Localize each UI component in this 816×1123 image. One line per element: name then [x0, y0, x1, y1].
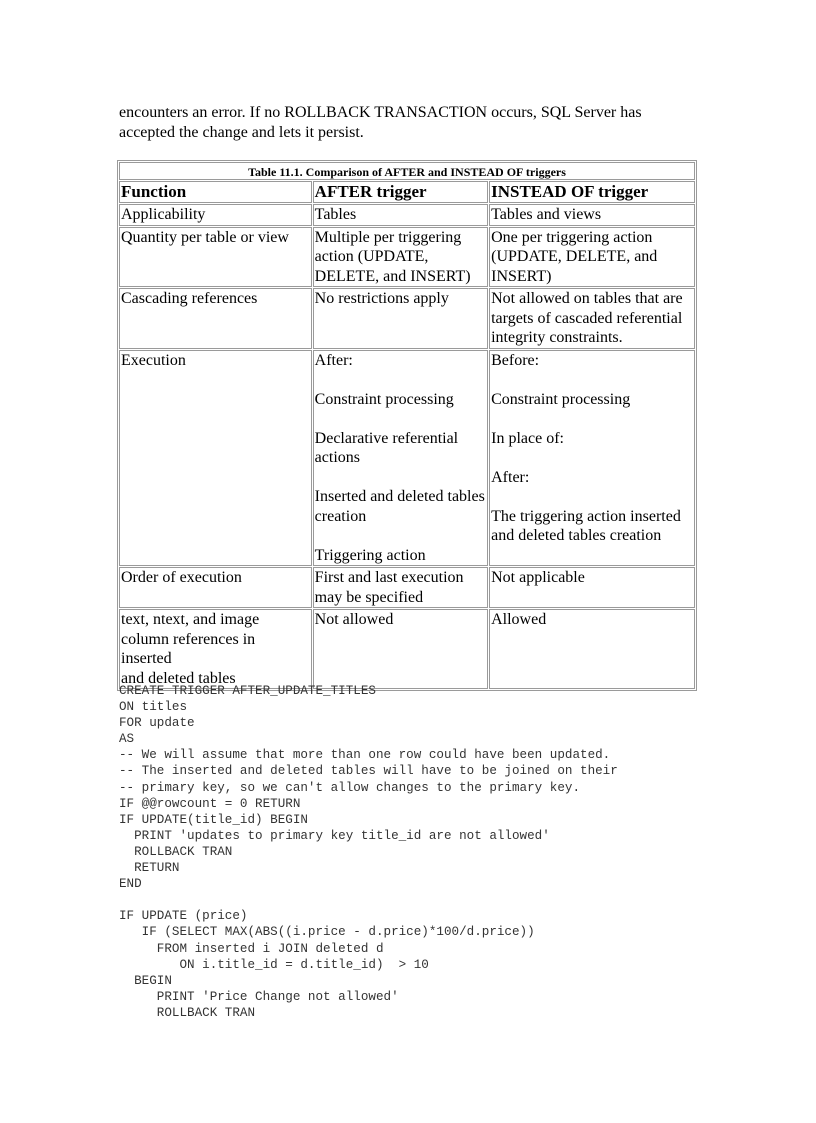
cell-text: Declarative referential: [314, 429, 459, 447]
cell-text: Allowed: [491, 611, 547, 628]
cell-text: Execution: [121, 351, 186, 369]
cell-text: Order of execution: [121, 569, 242, 586]
cell-text: Not applicable: [491, 569, 585, 586]
table-row: [119, 350, 695, 567]
cell-text: Inserted and deleted tables: [314, 488, 485, 505]
cell-instead: [489, 288, 695, 349]
cell-text: Before:: [491, 351, 540, 369]
code-line: RETURN: [119, 861, 180, 876]
cell-text: First and last execution: [314, 569, 464, 586]
cell-text: and deleted tables: [121, 669, 236, 687]
header-function: Function: [119, 181, 312, 203]
code-line: CREATE TRIGGER AFTER_UPDATE_TITLES: [119, 684, 376, 698]
cell-text: After:: [491, 468, 530, 486]
cell-text: Not allowed on tables that are: [491, 290, 683, 307]
cell-text: creation: [314, 507, 367, 525]
table-caption: Table 11.1. Comparison of AFTER and INSTEAD OF triggers: [119, 162, 695, 180]
code-line: -- The inserted and deleted tables will have to be joined on their: [119, 764, 618, 779]
cell-function: [119, 350, 312, 567]
code-line: AS: [119, 732, 135, 747]
cell-text: Not allowed: [314, 611, 394, 628]
cell-instead: [489, 350, 695, 567]
intro-line-2: accepted the change and lets it persist.: [119, 124, 364, 141]
cell-text: Applicability: [121, 206, 206, 223]
cell-after: [313, 609, 488, 689]
cell-text: may be specified: [314, 588, 424, 606]
code-line: IF @@rowcount = 0 RETURN: [119, 796, 301, 811]
cell-text: DELETE, and INSERT): [314, 267, 471, 285]
cell-text: Tables: [314, 206, 357, 223]
cell-text: After:: [314, 351, 353, 369]
cell-text: Multiple per triggering: [314, 228, 462, 246]
table-row: [119, 567, 695, 608]
cell-text: Constraint processing: [491, 390, 631, 408]
table-row: [119, 204, 695, 226]
code-line: IF UPDATE(title_id) BEGIN: [119, 812, 308, 827]
header-after-trigger: AFTER trigger: [313, 181, 488, 203]
cell-function: [119, 567, 312, 608]
cell-text: In place of:: [491, 429, 564, 447]
cell-text: Constraint processing: [314, 390, 454, 408]
header-instead-of-trigger: INSTEAD OF trigger: [489, 181, 695, 203]
intro-paragraph: [119, 103, 719, 143]
cell-text: Triggering action: [314, 546, 426, 564]
cell-after: [313, 350, 488, 567]
cell-instead: [489, 204, 695, 226]
cell-instead: [489, 609, 695, 689]
cell-text: Cascading references: [121, 290, 258, 307]
code-line: -- primary key, so we can't allow changes to the primary key.: [119, 780, 581, 795]
code-line: PRINT 'updates to primary key title_id are not allowed': [119, 828, 550, 843]
cell-text: Tables and views: [491, 206, 602, 223]
cell-after: [313, 204, 488, 226]
cell-text: text, ntext, and image: [121, 611, 260, 628]
cell-text: The triggering action inserted: [491, 507, 681, 525]
cell-text: One per triggering action: [491, 228, 653, 246]
cell-function: [119, 204, 312, 226]
code-line: IF UPDATE (price): [119, 909, 248, 924]
cell-text: action (UPDATE,: [314, 248, 429, 265]
code-line: ON titles: [119, 700, 188, 715]
code-line: FOR update: [119, 716, 195, 731]
cell-instead: [489, 227, 695, 288]
cell-text: targets of cascaded referential: [491, 309, 683, 327]
code-line: ROLLBACK TRAN: [119, 844, 233, 859]
code-line: IF (SELECT MAX(ABS((i.price - d.price)*100/d.price)): [119, 925, 535, 940]
table-row: [119, 288, 695, 349]
code-line: ON i.title_id = d.title_id) > 10: [119, 957, 429, 972]
table-row: [119, 609, 695, 689]
cell-text: actions: [314, 449, 360, 466]
code-line: FROM inserted i JOIN deleted d: [119, 941, 384, 956]
cell-function: [119, 227, 312, 288]
cell-function: [119, 288, 312, 349]
cell-after: [313, 227, 488, 288]
cell-text: INSERT): [491, 267, 552, 285]
cell-after: [313, 288, 488, 349]
intro-line-1: encounters an error. If no ROLLBACK TRANSACTION occurs, SQL Server has: [119, 104, 642, 121]
cell-text: No restrictions apply: [314, 290, 449, 307]
cell-text: column references in inserted: [121, 630, 256, 667]
cell-after: [313, 567, 488, 608]
cell-function: [119, 609, 312, 689]
code-line: BEGIN: [119, 973, 172, 988]
code-line: -- We will assume that more than one row could have been updated.: [119, 748, 611, 763]
sql-code-block: [119, 683, 618, 1021]
code-line: END: [119, 877, 142, 892]
comparison-table: [117, 160, 697, 691]
code-line: ROLLBACK TRAN: [119, 1005, 256, 1020]
cell-text: integrity constraints.: [491, 329, 623, 346]
table-row: [119, 227, 695, 288]
cell-text: (UPDATE, DELETE, and: [491, 248, 658, 265]
cell-text: Quantity per table or view: [121, 228, 289, 246]
table-header-row: [119, 181, 695, 203]
code-line: PRINT 'Price Change not allowed': [119, 989, 399, 1004]
cell-text: and deleted tables creation: [491, 527, 662, 544]
cell-instead: [489, 567, 695, 608]
table-caption-row: [119, 162, 695, 180]
